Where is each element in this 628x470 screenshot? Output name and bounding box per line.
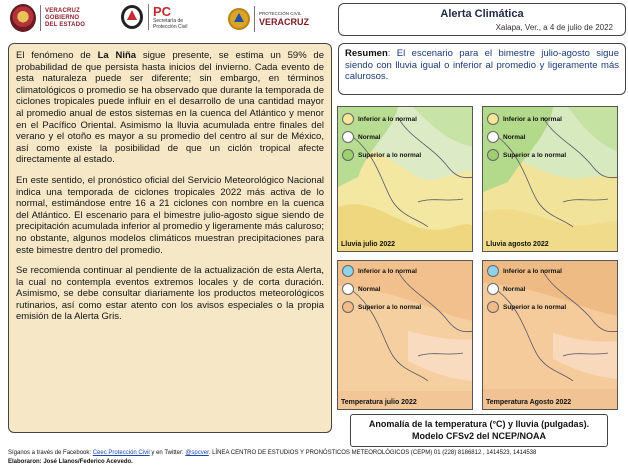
pc-veracruz-wordmark: PROTECCIÓN CIVIL VERACRUZ [259, 11, 310, 27]
alert-header [338, 3, 626, 36]
facebook-link[interactable]: Ceec Protección Civil [92, 450, 150, 456]
legend-swatch [342, 265, 354, 277]
map-label: Temperatura Agosto 2022 [486, 399, 572, 406]
paragraph-la-nina: El fenómeno de La Niña sigue presente, se estima un 59% de probabilidad de que persista hasta inicios del invierno. Cada evento de esta naturaleza puede ser diferente; sin embargo, en términos climatológicos o promedio se ha observado que durante la temporada de ciclones tropicales puede influir en el desarrollo de una cantidad mayor al promedio anual de estos sistemas en la cuenca del Atlántico y menor en el Pacífico Oriental. Asimismo la lluvia acumulada entre finales del verano y el otoño es mayor a su promedio del centro al sur de México, así como existe la posibilidad de que un ciclón tropical afecte directamente al estado. [16, 50, 324, 166]
alert-body-panel [8, 43, 332, 433]
paragraph-forecast: En este sentido, el pronóstico oficial del Servicio Meteorológico Nacional indica una temporada de ciclones tropicales 2022 más activa de lo normal, estimándose entre 16 a 21 ciclones con nombre en la cuenca del Atlántico. El escenario para el bimestre julio-agosto sigue siendo de precipitación acumulada inferior al promedio y ligeramente más caluroso; no obstante, algunos modelos climáticos muestran precipitaciones para este bimestre dentro del promedio. [16, 174, 324, 256]
map-temperature-july [337, 260, 473, 410]
civil-protection-badge-icon [228, 8, 250, 30]
footer-authors-line: Elaboraron: José Llanos/Federico Acevedo. [8, 459, 133, 465]
legend-swatch [342, 301, 354, 313]
map-temperature-august [482, 260, 618, 410]
legend-swatch [487, 301, 499, 313]
legend-above: Inferior a lo normal [342, 113, 417, 125]
legend-below: Superior a lo normal [342, 301, 421, 313]
veracruz-government-wordmark: VERACRUZ GOBIERNO DEL ESTADO [45, 7, 86, 28]
page-title: Alerta Climática [440, 8, 524, 20]
legend-swatch [342, 283, 354, 295]
legend-swatch [487, 113, 499, 125]
legend-normal: Normal [342, 131, 380, 143]
pc-wordmark: PC Secretaría de Protección Civil [153, 3, 188, 30]
rain-july-map-graphic [338, 107, 473, 252]
map-label: Lluvia agosto 2022 [486, 241, 549, 248]
summary-text: : El escenario para el bimestre julio-agosto sigue siendo con lluvia igual o inferior al promedio y ligeramente más calurosos. [345, 48, 619, 83]
footer [8, 449, 536, 467]
legend-swatch [342, 113, 354, 125]
veracruz-government-logo [10, 4, 85, 32]
legend-swatch [487, 283, 499, 295]
logo-divider [148, 4, 149, 30]
legend-below: Superior a lo normal [487, 301, 566, 313]
legend-normal: Normal [487, 131, 525, 143]
map-label: Lluvia julio 2022 [341, 241, 396, 248]
civil-protection-icon [120, 4, 144, 30]
legend-normal: Normal [487, 283, 525, 295]
map-label: Temperatura julio 2022 [341, 399, 417, 406]
rain-august-map-graphic [483, 107, 618, 252]
twitter-link[interactable]: @spcver [185, 450, 209, 456]
legend-swatch [487, 131, 499, 143]
footer-contact-line: Síganos a través de Facebook: Ceec Protección Civil y en Twitter: @spcver. LÍNEA CENTRO DE ESTUDIOS Y PRONÓSTICOS METEOROLÓGICOS (CEPM) 01 (228) 8186812 , 1414523, 1414538 [8, 450, 537, 456]
legend-normal: Normal [342, 283, 380, 295]
map-rain-august [482, 106, 618, 252]
logo-divider [254, 6, 255, 32]
legend-swatch [342, 131, 354, 143]
caption-line-1: Anomalía de la temperatura (°C) y lluvia (pulgadas). [368, 419, 590, 429]
legend-above: Inferior a lo normal [487, 113, 562, 125]
paragraph-recommendation: Se recomienda continuar al pendiente de la actualización de esta Alerta, la cual no contempla eventos extremos locales y de corta duración. Asimismo, se debe consultar diariamente los productos meteorológicos rutinarios, así como estar atento con los avisos especiales o la propia emisión de la Alerta Gris. [16, 265, 324, 323]
legend-above: Inferior a lo normal [342, 265, 417, 277]
legend-swatch [342, 149, 354, 161]
state-seal-icon [10, 4, 36, 32]
maps-caption [350, 414, 608, 447]
pc-secretaria-logo [120, 4, 187, 30]
summary-label: Resumen [345, 48, 388, 59]
legend-swatch [487, 149, 499, 161]
issue-date: Xalapa, Ver., a 4 de julio de 2022 [495, 23, 613, 32]
la-nina-term: La Niña [97, 50, 137, 61]
map-rain-july [337, 106, 473, 252]
pc-veracruz-logo [228, 6, 309, 32]
legend-above: Inferior a lo normal [487, 265, 562, 277]
logo-divider [40, 5, 41, 31]
legend-below: Superior a lo normal [342, 149, 421, 161]
summary-box [338, 43, 626, 95]
legend-swatch [487, 265, 499, 277]
legend-below: Superior a lo normal [487, 149, 566, 161]
caption-line-2: Modelo CFSv2 del NCEP/NOAA [411, 431, 546, 441]
